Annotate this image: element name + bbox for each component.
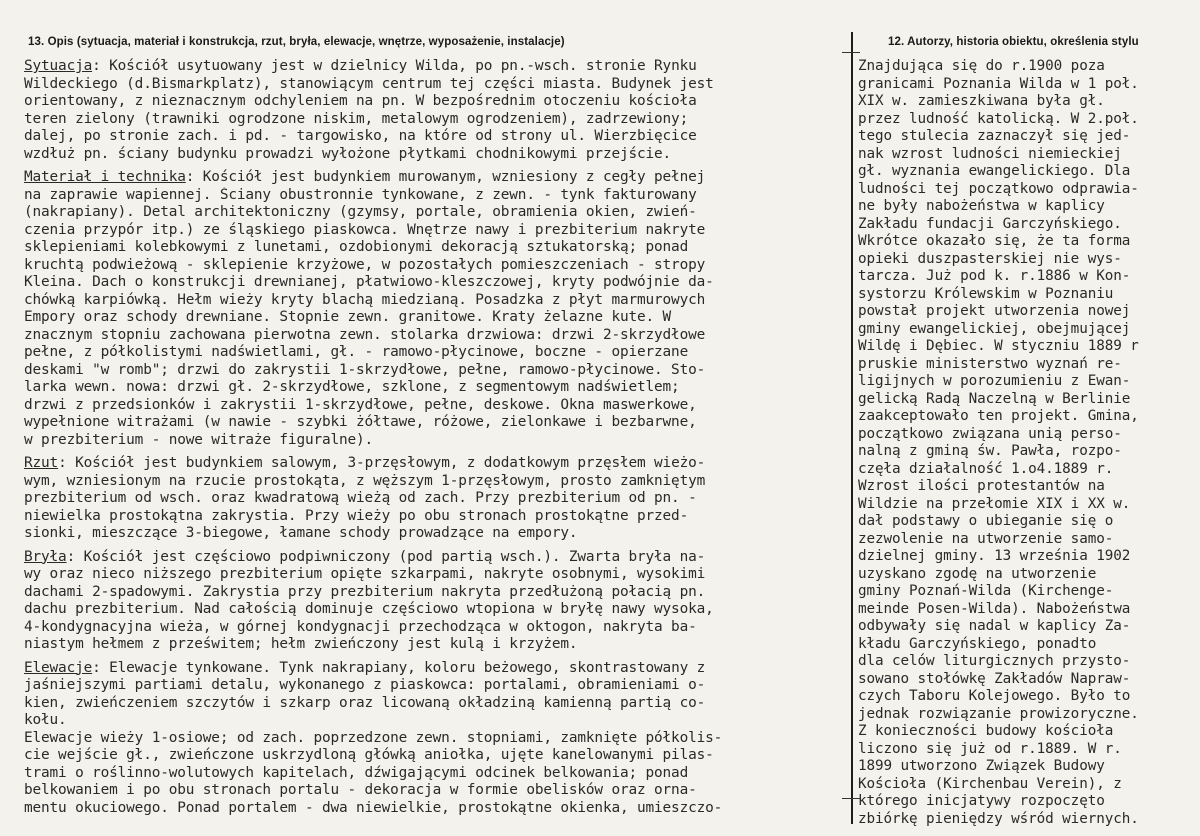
- text-line: [24, 455, 844, 473]
- text-line: Znajdująca się do r.1900 poza: [858, 58, 1105, 74]
- text-line: larka wewn. nowa: drzwi gł. 2-skrzydłowe, szklone, z segmentowym nadświetlem;: [24, 379, 680, 395]
- text-line: pełne, z półkolistymi nadświetlami, gł. - ramowo-płycinowe, boczne - opierzane: [24, 344, 689, 360]
- text-line: opieki duszpasterskiej nie wys-: [858, 250, 1122, 267]
- text-line: tego stulecia zaznaczył się jed-: [858, 128, 1131, 144]
- text-line: Wkrótce okazało się, że ta forma: [858, 233, 1131, 249]
- text-line: zezwolenie na utworzenie samo-: [858, 530, 1114, 547]
- section-12-header: 12. Autorzy, historia obiektu, określenia stylu: [888, 36, 1139, 48]
- text-line: w prezbiterium - nowe witraże figuralne).: [24, 431, 374, 448]
- section-text: : Elewacje tynkowane. Tynk nakrapiany, koloru beżowego, skontrastowany z: [92, 659, 706, 676]
- text-line: 4-kondygnacyjna wieża, w górnej kondygnacji przechodząca w oktogon, nakryta ba-: [24, 618, 697, 635]
- text-line: powstał projekt utworzenia nowej: [858, 303, 1131, 319]
- text-line: pruskie ministerstwo wyznań re-: [858, 355, 1122, 372]
- text-line: przez ludność katolicką. W 2.poł.: [858, 110, 1139, 127]
- text-line: XIX w. zamieszkiwana była gł.: [858, 93, 1105, 109]
- text-line: dzielnej gminy. 13 września 1902: [858, 548, 1131, 564]
- text-line: wy oraz nieco niższego prezbiterium opięte szkarpami, nakryte osobnymi, wysokimi: [24, 566, 706, 582]
- text-line: Wildzie na przełomie XIX i XX w.: [858, 495, 1131, 512]
- text-line: niewielka prostokątna zakrystia. Przy wieży po obu stronach prostokątne przed-: [24, 507, 689, 524]
- text-line: mentu okuciowego. Ponad portalem - dwa niewielkie, prostokątne okienka, umieszczo-: [24, 799, 723, 816]
- text-line: Wzrost ilości protestantów na: [858, 478, 1105, 494]
- section-materiał-i-technika: [24, 169, 844, 449]
- text-line: kien, zwieńczeniem szczytów i szkarp oraz licowaną okładziną kamienną partią co-: [24, 694, 706, 711]
- text-line: trami o roślinno-wolutowych kapitelach, dźwigającymi odcinek belkowania; ponad: [24, 764, 689, 781]
- section-heading: Materiał i technika: [24, 169, 186, 185]
- section-text: : Kościół jest budynkiem murowanym, wzniesiony z cegły pełnej: [185, 169, 706, 185]
- text-line: dachami 2-spadowymi. Zakrystia przy prezbiterium nakryta przedłużoną połacią pn.: [24, 583, 706, 600]
- text-line: jaśniejszymi partiami detalu, wykonanego z piaskowca: portalami, obramieniami o-: [24, 677, 706, 693]
- text-line: nak wzrost ludności niemieckiej: [858, 145, 1122, 162]
- section-rzut: [24, 455, 844, 543]
- text-line: odbywały się nadal w kaplicy Za-: [858, 618, 1131, 634]
- text-line: cie wejście gł., zwieńczone uskrzydloną główką aniołka, ujęte kanelowanymi pilas-: [24, 747, 714, 763]
- text-line: gelicką Radą Naczelną w Berlinie: [858, 390, 1131, 407]
- text-line: [24, 549, 844, 567]
- text-line: [24, 169, 844, 187]
- text-line: gminy Poznań-Wilda (Kirchenge-: [858, 583, 1114, 599]
- divider-tick: [842, 52, 860, 53]
- text-line: gminy ewangelickiej, obejmującej: [858, 320, 1131, 337]
- section-bryła: [24, 549, 844, 654]
- history-column: [858, 58, 1196, 828]
- text-line: teren zielony (trawniki ogrodzone niskim, metalowym ogrodzeniem), zadrzewiony;: [24, 110, 689, 127]
- text-line: [24, 58, 844, 76]
- text-line: (nakrapiany). Detal architektoniczny (gzymsy, portale, obramienia okien, zwień-: [24, 204, 697, 220]
- text-line: tarcza. Już pod k. r.1886 w Kon-: [858, 268, 1131, 284]
- text-line: na zaprawie wapiennej. Ściany obustronnie tynkowane, z zewn. - tynk fakturowany: [24, 186, 697, 203]
- text-line: sowano stołówkę Zakładów Napraw-: [858, 670, 1131, 687]
- section-text: : Kościół usytuowany jest w dzielnicy Wilda, po pn.-wsch. stronie Rynku: [92, 58, 697, 74]
- text-line: kruchtą podwieżową - sklepienie krzyżowe, w pozostałych pomieszczeniach - stropy: [24, 256, 706, 273]
- text-line: znacznym stopniu zachowana pierwotna zewn. stolarka drzwiowa: drzwi 2-skrzydłowe: [24, 326, 706, 343]
- text-line: chówką karpiówką. Hełm wieży kryty blachą miedzianą. Posadzka z płyt marmurowych: [24, 291, 706, 308]
- text-line: belkowaniem i po obu stronach portalu - dekoracja w formie obelisków oraz orna-: [24, 782, 697, 798]
- text-line: uzyskano zgodę na utworzenie: [858, 565, 1097, 582]
- section-heading: Sytuacja: [24, 58, 93, 74]
- text-line: zaakceptowało ten projekt. Gmina,: [858, 408, 1139, 424]
- text-line: gł. wyznania ewangelickiego. Dla: [858, 163, 1131, 179]
- text-line: niastym hełmem z prześwitem; hełm zwieńczony jest kulą i krzyżem.: [24, 636, 578, 652]
- section-elewacje: [24, 660, 844, 818]
- text-line: kładu Garczyńskiego, ponadto: [858, 635, 1097, 652]
- section-sytuacja: [24, 58, 844, 163]
- text-line: początkowo związana unią perso-: [858, 425, 1122, 442]
- text-line: ludności tej początkowo odprawia-: [858, 180, 1139, 197]
- text-line: Empory oraz schody drewniane. Stopnie zewn. granitowe. Kraty żelazne kute. W: [24, 309, 672, 325]
- text-line: Zakładu fundacji Garczyńskiego.: [858, 215, 1122, 232]
- text-line: meinde Posen-Wilda). Nabożeństwa: [858, 600, 1131, 617]
- section-text: : Kościół jest częściowo podpiwniczony (pod partią wsch.). Zwarta bryła na-: [66, 548, 706, 565]
- text-line: orientowany, z nieznacznym odchyleniem na pn. W bezpośrednim otoczeniu kościoła: [24, 93, 697, 109]
- text-line: wym, wzniesionym na rzucie prostokąta, z węższym 1-przęsłowym, prosto zamkniętym: [24, 472, 706, 489]
- text-line: wypełnione witrażami (w nawie - szybki żółtawe, różowe, zielonkawe i bezbarwne,: [24, 414, 697, 430]
- text-line: Elewacje wieży 1-osiowe; od zach. poprzedzone zewn. stopniami, zamknięte półkolis-: [24, 729, 723, 746]
- section-heading: Bryła: [24, 548, 67, 565]
- description-column: [24, 58, 844, 817]
- section-heading: Elewacje: [24, 659, 93, 676]
- text-line: czych Taboru Kolejowego. Było to: [858, 688, 1131, 704]
- text-line: Wildę i Dębiec. W styczniu 1889 r: [858, 338, 1139, 354]
- text-line: granicami Poznania Wilda w 1 poł.: [858, 75, 1139, 92]
- text-line: Z konieczności budowy kościoła: [858, 723, 1114, 739]
- text-line: liczono się już od r.1889. W r.: [858, 740, 1122, 757]
- text-line: czenia przypór itp.) ze śląskiego piaskowca. Wnętrze nawy i prezbiterium nakryte: [24, 221, 706, 238]
- text-line: dla celów liturgicznych przysto-: [858, 653, 1131, 669]
- text-line: 1899 utworzono Związek Budowy: [858, 758, 1105, 774]
- text-line: sklepieniami kolebkowymi z lunetami, ozdobionymi dekoracją sztukatorską; ponad: [24, 239, 689, 255]
- text-line: Kościoła (Kirchenbau Verein), z: [858, 775, 1122, 792]
- text-line: sionki, mieszczące 3-biegowe, łamane schody prowadzące na empory.: [24, 525, 578, 541]
- text-line: zbiórkę pieniędzy wśród wiernych.: [858, 810, 1139, 827]
- text-line: systorzu Królewskim w Poznaniu: [858, 285, 1114, 302]
- section-text: : Kościół jest budynkiem salowym, 3-przęsłowym, z dodatkowym przęsłem wieżo-: [58, 455, 706, 471]
- text-line: deskami "w romb"; drzwi do zakrystii 1-skrzydłowe, pełne, ramowo-płycinowe. Sto-: [24, 361, 706, 378]
- text-line: kołu.: [24, 712, 67, 728]
- text-line: Kleina. Dach o konstrukcji drewnianej, płatwiowo-kleszczowej, kryty podwójnie da-: [24, 274, 714, 290]
- text-line: dał podstawy o ubieganie się o: [858, 513, 1114, 529]
- section-13-header: 13. Opis (sytuacja, materiał i konstrukcja, rzut, bryła, elewacje, wnętrze, wyposażenie, instalacje): [28, 36, 565, 48]
- text-line: częła działalność 1.o4.1889 r.: [858, 460, 1114, 477]
- column-divider: [851, 32, 853, 824]
- text-line: dalej, po stronie zach. i pd. - targowisko, na które od strony ul. Wierzbięcice: [24, 128, 697, 144]
- text-line: którego inicjatywy rozpoczęto: [858, 793, 1105, 809]
- text-line: [24, 660, 844, 678]
- text-line: jednak rozwiązanie prowizoryczne.: [858, 705, 1139, 722]
- text-line: dachu prezbiterium. Nad całością dominuje częściowo wtopiona w bryłę nawy wysoka,: [24, 601, 714, 617]
- text-line: ne były nabożeństwa w kaplicy: [858, 198, 1105, 214]
- text-line: ligijnych w porozumieniu z Ewan-: [858, 373, 1131, 389]
- text-line: nalną z gminą św. Pawła, rozpo-: [858, 443, 1122, 459]
- section-heading: Rzut: [24, 455, 59, 471]
- text-line: Wildeckiego (d.Bismarkplatz), stanowiącym centrum tej części miasta. Budynek jest: [24, 75, 714, 92]
- text-line: prezbiterium od wsch. oraz kwadratową wieżą od zach. Przy prezbiterium od pn. -: [24, 490, 697, 506]
- text-line: drzwi z przedsionków i zakrystii 1-skrzydłowe, pełne, deskowe. Okna maswerkowe,: [24, 396, 697, 413]
- text-line: wzdłuż pn. ściany budynku prowadzi wyłożone płytkami chodnikowymi przejście.: [24, 145, 672, 162]
